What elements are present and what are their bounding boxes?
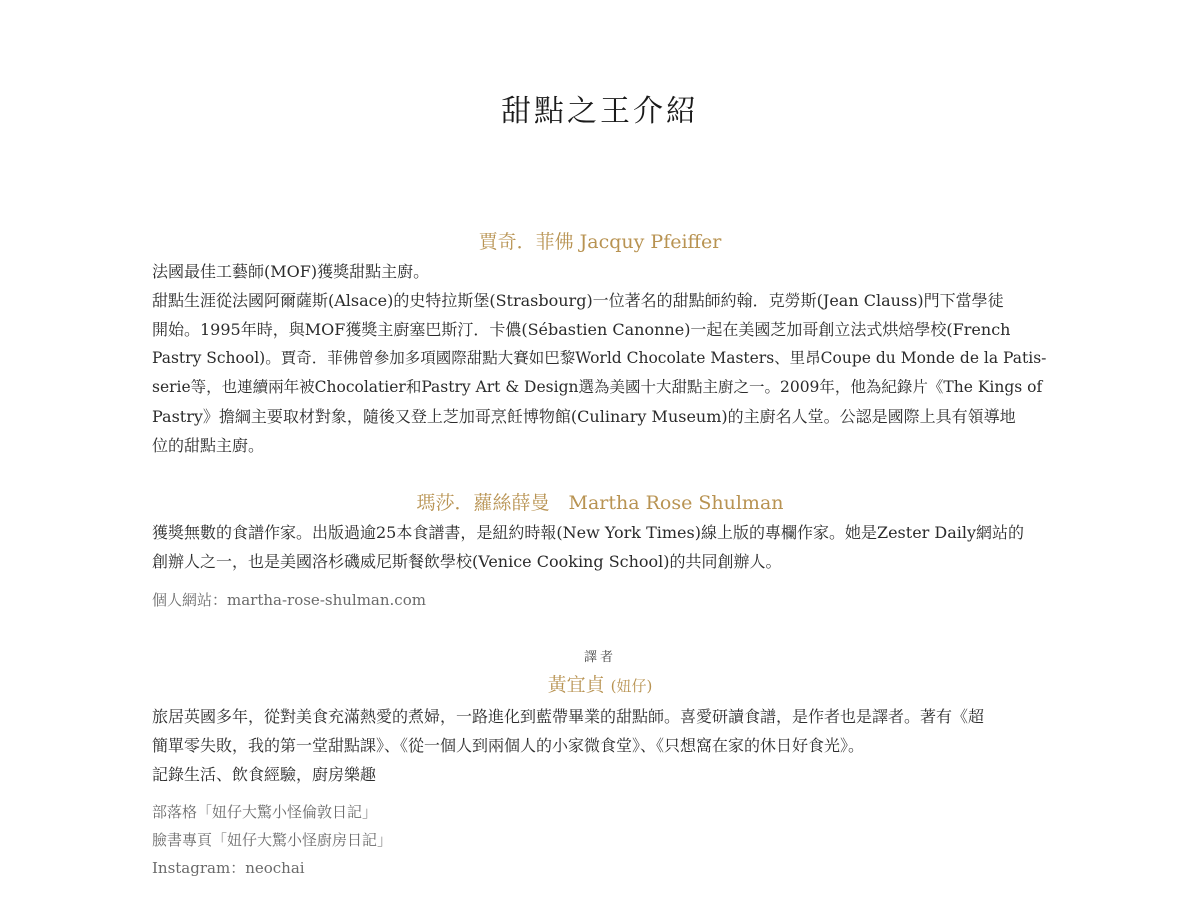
instagram-link: Instagram：neochai	[152, 859, 305, 877]
shulman-name: 瑪莎．蘿絲薛曼 Martha Rose Shulman	[416, 492, 784, 514]
bio-line: 開始。1995年時，與MOF獲獎主廚塞巴斯汀．卡儂(Sébastien Canonne)一起在美國芝加哥創立法式烘焙學校(French	[152, 320, 1011, 339]
bio-line: Pastry》擔綱主要取材對象，隨後又登上芝加哥烹飪博物館(Culinary Museum)的主廚名人堂。公認是國際上具有領導地	[152, 407, 1016, 426]
blog-link: 部落格「妞仔大驚小怪倫敦日記」	[152, 803, 378, 821]
bio-line: 創辦人之一，也是美國洛杉磯威尼斯餐飲學校(Venice Cooking School)的共同創辦人。	[152, 552, 782, 571]
page-title: 甜點之王介紹	[501, 94, 699, 129]
pfeiffer-name: 賈奇．菲佛 Jacquy Pfeiffer	[478, 231, 722, 253]
shulman-bio	[152, 518, 1048, 576]
translator-name	[152, 672, 1048, 699]
bio-line: serie等，也連續兩年被Chocolatier和Pastry Art & Design選為美國十大甜點主廚之一。2009年，他為紀錄片《The Kings of	[152, 378, 1043, 396]
bio-line: 旅居英國多年，從對美食充滿熱愛的煮婦，一路進化到藍帶畢業的甜點師。喜愛研讀食譜，是作者也是譯者。著有《超	[152, 707, 985, 726]
bio-line: 記錄生活、飲食經驗，廚房樂趣	[152, 765, 377, 784]
shulman-website: 個人網站：martha-rose-shulman.com	[152, 591, 426, 609]
facebook-link: 臉書專頁「妞仔大驚小怪廚房日記」	[152, 831, 393, 849]
translator-bio	[152, 702, 1048, 789]
translator-links	[152, 798, 1048, 882]
bio-line: 獲獎無數的食譜作家。出版過逾25本食譜書，是紐約時報(New York Times)線上版的專欄作家。她是Zester Daily網站的	[152, 523, 1025, 542]
bio-line: 簡單零失敗，我的第一堂甜點課》、《從一個人到兩個人的小家微食堂》、《只想窩在家的休日好食光》。	[152, 736, 865, 755]
bio-line: 位的甜點主廚。	[152, 436, 265, 455]
pfeiffer-bio-text	[152, 257, 1048, 460]
bio-line: 法國最佳工藝師(MOF)獲獎甜點主廚。	[152, 262, 430, 281]
translator-role: 譯者	[583, 650, 616, 665]
bio-line: Pastry School)。賈奇．菲佛曾參加多項國際甜點大賽如巴黎World Chocolate Masters、里昂Coupe du Monde de la Patis-	[152, 349, 1047, 367]
pfeiffer-bio	[152, 257, 1048, 460]
shulman-bio-text	[152, 518, 1048, 576]
translator-bio-text	[152, 702, 1048, 789]
bio-line: 甜點生涯從法國阿爾薩斯(Alsace)的史特拉斯堡(Strasbourg)一位著名的甜點師約翰．克勞斯(Jean Clauss)門下當學徒	[152, 291, 1004, 310]
translator-name-text: 黃宜貞	[547, 674, 605, 696]
translator-nickname: (妞仔)	[610, 677, 653, 695]
